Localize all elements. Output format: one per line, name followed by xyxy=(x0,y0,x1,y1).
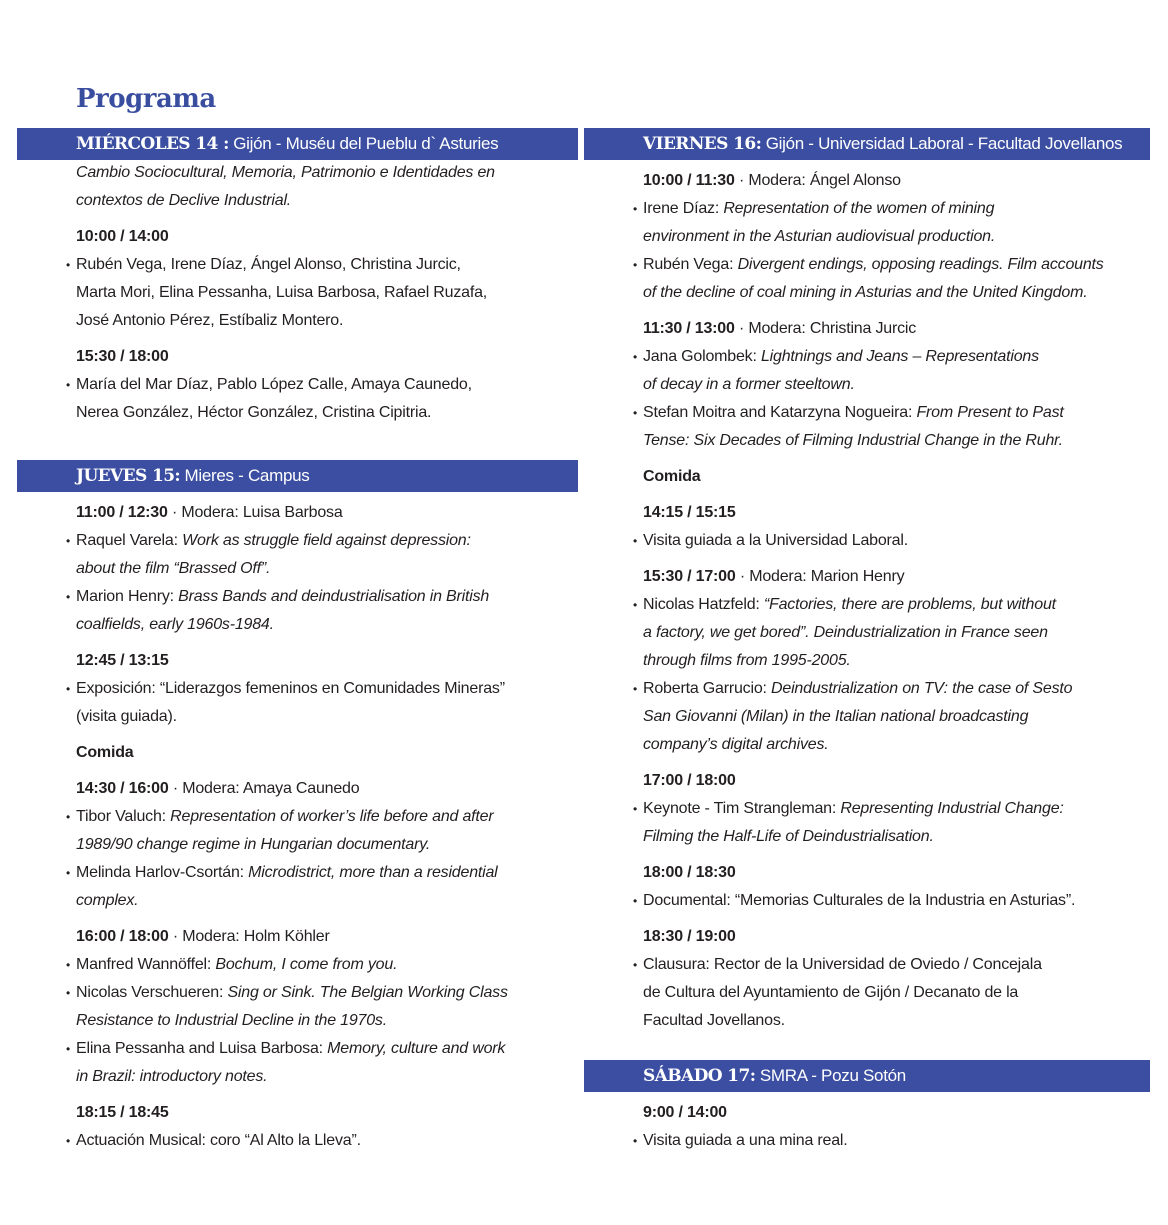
item-line xyxy=(643,1127,848,1155)
day-label: SÁBADO 17: xyxy=(643,1066,756,1086)
item-text: Representation of worker’s life before and after xyxy=(170,808,494,825)
bullet-icon: • xyxy=(66,986,71,1000)
speaker-name: Tibor Valuch: xyxy=(76,808,171,825)
item-text: Marta Mori, Elina Pessanha, Luisa Barbosa, Rafael Ruzafa, xyxy=(76,284,488,301)
bullet-icon: • xyxy=(66,682,71,696)
bullet-icon: • xyxy=(633,534,638,548)
bullet-icon: • xyxy=(66,378,71,392)
item-line xyxy=(76,371,472,399)
item-text: “Factories, there are problems, but without xyxy=(763,596,1056,613)
time-slot-time: 14:30 / 16:00 xyxy=(76,780,169,797)
time-slot-time: 9:00 / 14:00 xyxy=(643,1104,727,1121)
speaker-name: Nicolas Hatzfeld: xyxy=(643,596,764,613)
item-line xyxy=(76,611,274,639)
moderator-label: · Modera: Amaya Caunedo xyxy=(168,780,360,797)
speaker-name: Rubén Vega: xyxy=(643,256,738,273)
time-slot-heading xyxy=(643,923,736,951)
item-line xyxy=(76,307,343,335)
bullet-icon: • xyxy=(633,682,638,696)
time-slot-heading xyxy=(76,647,169,675)
speaker-name: Raquel Varela: xyxy=(76,532,183,549)
time-slot-time: Comida xyxy=(76,744,134,761)
time-slot-heading xyxy=(643,315,916,343)
item-line xyxy=(76,1063,267,1091)
time-slot-heading xyxy=(76,1099,169,1127)
bullet-icon: • xyxy=(633,1134,638,1148)
item-text: Visita guiada a una mina real. xyxy=(643,1132,848,1149)
item-text: coalfields, early 1960s-1984. xyxy=(76,616,274,633)
speaker-name: Elina Pessanha and Luisa Barbosa: xyxy=(76,1040,328,1057)
item-line xyxy=(76,1127,361,1155)
item-line xyxy=(76,979,508,1007)
moderator-label: · Modera: Marion Henry xyxy=(735,568,905,585)
item-line xyxy=(643,823,934,851)
item-line xyxy=(643,527,908,555)
item-text: Documental: “Memorias Culturales de la Industria en Asturias”. xyxy=(643,892,1076,909)
day-header-bar xyxy=(17,128,578,160)
item-line xyxy=(76,1035,505,1063)
time-slot-heading xyxy=(643,767,736,795)
item-line xyxy=(76,279,487,307)
time-slot-heading xyxy=(76,775,359,803)
speaker-name: Stefan Moitra and Katarzyna Nogueira: xyxy=(643,404,917,421)
bullet-icon: • xyxy=(633,258,638,272)
item-line xyxy=(76,859,498,887)
time-slot-heading xyxy=(643,563,904,591)
day-location: Gijón - Universidad Laboral - Facultad Jovellanos xyxy=(761,134,1123,153)
moderator-label: · Modera: Holm Köhler xyxy=(168,928,330,945)
item-text: company’s digital archives. xyxy=(643,736,829,753)
item-line xyxy=(76,831,430,859)
item-line xyxy=(76,399,431,427)
item-line xyxy=(76,887,138,915)
day-header-bar xyxy=(584,1060,1150,1092)
item-text: Brass Bands and deindustrialisation in British xyxy=(178,588,490,605)
item-line xyxy=(643,795,1064,823)
speaker-name: Melinda Harlov-Csortán: xyxy=(76,864,249,881)
time-slot-time: 15:30 / 18:00 xyxy=(76,348,169,365)
speaker-name: Roberta Garrucio: xyxy=(643,680,772,697)
item-text: about the film “Brassed Off”. xyxy=(76,560,271,577)
bullet-icon: • xyxy=(66,866,71,880)
day-location: Gijón - Muséu del Pueblu d` Asturies xyxy=(228,134,499,153)
item-text: From Present to Past xyxy=(916,404,1064,421)
item-text: Exposición: “Liderazgos femeninos en Comunidades Mineras” xyxy=(76,680,505,697)
item-text: Visita guiada a la Universidad Laboral. xyxy=(643,532,908,549)
item-text: through films from 1995-2005. xyxy=(643,652,851,669)
bullet-icon: • xyxy=(633,350,638,364)
page-title: Programa xyxy=(76,84,216,114)
bullet-icon: • xyxy=(66,810,71,824)
item-line xyxy=(643,675,1072,703)
item-text: Deindustrialization on TV: the case of Sesto xyxy=(771,680,1073,697)
time-slot-heading xyxy=(643,1099,727,1127)
time-slot-time: Comida xyxy=(643,468,701,485)
day-header-bar xyxy=(17,460,578,492)
item-text: a factory, we get bored”. Deindustrialization in France seen xyxy=(643,624,1048,641)
item-line xyxy=(643,399,1064,427)
item-line xyxy=(76,703,177,731)
day-label: MIÉRCOLES 14 : xyxy=(76,134,229,154)
bullet-icon: • xyxy=(633,802,638,816)
item-line xyxy=(76,675,505,703)
speaker-name: Marion Henry: xyxy=(76,588,179,605)
item-line xyxy=(76,583,489,611)
time-slot-time: 12:45 / 13:15 xyxy=(76,652,169,669)
item-line xyxy=(643,951,1042,979)
item-text: Tense: Six Decades of Filming Industrial Change in the Ruhr. xyxy=(643,432,1063,449)
bullet-icon: • xyxy=(633,202,638,216)
time-slot-heading xyxy=(76,923,330,951)
item-text: Actuación Musical: coro “Al Alto la Lleva”. xyxy=(76,1132,361,1149)
moderator-label: · Modera: Luisa Barbosa xyxy=(167,504,343,521)
time-slot-heading xyxy=(76,223,169,251)
time-slot-heading xyxy=(76,343,169,371)
time-slot-time: 15:30 / 17:00 xyxy=(643,568,736,585)
speaker-name: Jana Golombek: xyxy=(643,348,761,365)
item-text: complex. xyxy=(76,892,139,909)
bullet-icon: • xyxy=(633,958,638,972)
item-text: Lightnings and Jeans – Representations xyxy=(760,348,1039,365)
item-text: (visita guiada). xyxy=(76,708,177,725)
time-slot-heading xyxy=(643,167,901,195)
day-label: VIERNES 16: xyxy=(643,134,762,154)
item-text: of decay in a former steeltown. xyxy=(643,376,855,393)
bullet-icon: • xyxy=(66,590,71,604)
item-text: Memory, culture and work xyxy=(327,1040,506,1057)
item-text: Microdistrict, more than a residential xyxy=(248,864,498,881)
time-slot-time: 18:00 / 18:30 xyxy=(643,864,736,881)
item-line xyxy=(76,803,493,831)
item-text: of the decline of coal mining in Asturias and the United Kingdom. xyxy=(643,284,1088,301)
time-slot-time: 11:30 / 13:00 xyxy=(643,320,735,337)
item-text: 1989/90 change regime in Hungarian documentary. xyxy=(76,836,431,853)
speaker-name: Manfred Wannöffel: xyxy=(76,956,216,973)
item-text: Nerea González, Héctor González, Cristina Cipitria. xyxy=(76,404,432,421)
day-header-bar xyxy=(584,128,1150,160)
bullet-icon: • xyxy=(66,1042,71,1056)
item-text: Work as struggle field against depression: xyxy=(182,532,471,549)
time-slot-heading xyxy=(76,499,343,527)
day-location: SMRA - Pozu Sotón xyxy=(755,1066,906,1085)
item-line xyxy=(76,527,471,555)
bullet-icon: • xyxy=(66,958,71,972)
item-line xyxy=(643,591,1056,619)
item-line xyxy=(643,619,1048,647)
item-text: Representing Industrial Change: xyxy=(840,800,1064,817)
time-slot-time: 18:15 / 18:45 xyxy=(76,1104,169,1121)
speaker-name: Keynote - Tim Strangleman: xyxy=(643,800,841,817)
session-subtitle-line: contextos de Declive Industrial. xyxy=(76,192,292,209)
item-line xyxy=(76,951,397,979)
item-line xyxy=(643,647,851,675)
item-text: María del Mar Díaz, Pablo López Calle, Amaya Caunedo, xyxy=(76,376,472,393)
item-line xyxy=(643,979,1018,1007)
time-slot-time: 18:30 / 19:00 xyxy=(643,928,736,945)
item-text: Bochum, I come from you. xyxy=(215,956,398,973)
item-line xyxy=(643,223,995,251)
time-slot-time: 17:00 / 18:00 xyxy=(643,772,736,789)
moderator-label: · Modera: Christina Jurcic xyxy=(734,320,917,337)
time-slot-time: 10:00 / 14:00 xyxy=(76,228,169,245)
item-line xyxy=(76,555,270,583)
item-line xyxy=(643,703,1028,731)
session-subtitle-line: Cambio Sociocultural, Memoria, Patrimonio e Identidades en xyxy=(76,164,495,181)
item-text: environment in the Asturian audiovisual production. xyxy=(643,228,996,245)
item-line xyxy=(643,195,994,223)
item-line xyxy=(76,251,461,279)
item-line xyxy=(643,1007,785,1035)
item-text: Clausura: Rector de la Universidad de Oviedo / Concejala xyxy=(643,956,1042,973)
item-line xyxy=(643,251,1104,279)
bullet-icon: • xyxy=(66,534,71,548)
item-line xyxy=(76,1007,387,1035)
time-slot-heading xyxy=(643,463,700,491)
bullet-icon: • xyxy=(633,406,638,420)
item-text: San Giovanni (Milan) in the Italian national broadcasting xyxy=(643,708,1029,725)
time-slot-time: 16:00 / 18:00 xyxy=(76,928,169,945)
item-text: Rubén Vega, Irene Díaz, Ángel Alonso, Christina Jurcic, xyxy=(76,256,461,273)
item-line xyxy=(643,343,1039,371)
time-slot-time: 11:00 / 12:30 xyxy=(76,504,168,521)
item-text: Divergent endings, opposing readings. Film accounts xyxy=(737,256,1104,273)
day-label: JUEVES 15: xyxy=(76,466,181,486)
time-slot-time: 14:15 / 15:15 xyxy=(643,504,736,521)
item-line xyxy=(643,887,1075,915)
time-slot-time: 10:00 / 11:30 xyxy=(643,172,735,189)
speaker-name: Irene Díaz: xyxy=(643,200,724,217)
item-line xyxy=(643,371,855,399)
time-slot-heading xyxy=(643,859,736,887)
bullet-icon: • xyxy=(633,894,638,908)
item-text: Facultad Jovellanos. xyxy=(643,1012,785,1029)
item-line xyxy=(643,427,1063,455)
day-location: Mieres - Campus xyxy=(180,466,310,485)
time-slot-heading xyxy=(76,739,133,767)
bullet-icon: • xyxy=(633,598,638,612)
time-slot-heading xyxy=(643,499,736,527)
bullet-icon: • xyxy=(66,1134,71,1148)
item-line xyxy=(643,279,1087,307)
item-text: José Antonio Pérez, Estíbaliz Montero. xyxy=(76,312,344,329)
item-text: Representation of the women of mining xyxy=(723,200,995,217)
item-text: Filming the Half-Life of Deindustrialisation. xyxy=(643,828,934,845)
bullet-icon: • xyxy=(66,258,71,272)
moderator-label: · Modera: Ángel Alonso xyxy=(734,172,901,189)
speaker-name: Nicolas Verschueren: xyxy=(76,984,228,1001)
item-line xyxy=(643,731,829,759)
item-text: in Brazil: introductory notes. xyxy=(76,1068,268,1085)
item-text: de Cultura del Ayuntamiento de Gijón / Decanato de la xyxy=(643,984,1019,1001)
item-text: Sing or Sink. The Belgian Working Class xyxy=(227,984,508,1001)
item-text: Resistance to Industrial Decline in the 1970s. xyxy=(76,1012,387,1029)
